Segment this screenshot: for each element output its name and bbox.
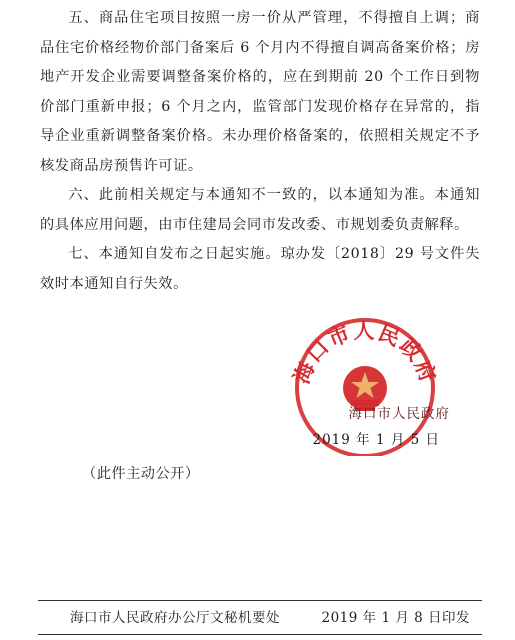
issuing-organization: 海口市人民政府 bbox=[348, 406, 450, 422]
issue-date: 2019 年 1 月 5 日 bbox=[312, 432, 440, 448]
seal-text: 海口市人民政府 bbox=[288, 318, 442, 388]
footer-issuer: 海口市人民政府办公厅文秘机要处 bbox=[70, 610, 280, 626]
document-body bbox=[40, 4, 480, 299]
signature-block bbox=[300, 402, 450, 448]
footer bbox=[70, 606, 470, 626]
paragraph-item-6: 六、此前相关规定与本通知不一致的，以本通知为准。本通知的具体应用问题，由市住建局会同市发改委、市规划委负责解释。 bbox=[40, 187, 480, 233]
public-disclosure-note: （此件主动公开） bbox=[82, 466, 200, 482]
paragraph-item-5: 五、商品住宅项目按照一房一价从严管理，不得擅自上调；商品住宅价格经物价部门备案后 6 个月内不得擅自调高备案价格；房地产开发企业需要调整备案价格的，应在到期前 20 个工作日到物价部门重新申报；6 个月之内，监管部门发现价格存在异常的，指导企业重新调整备案价格。未办理价格备案的，依照相关规定不予核发商品房预售许可证。 bbox=[40, 10, 480, 174]
paragraph-item-7: 七、本通知自发布之日起实施。琼办发〔2018〕29 号文件失效时本通知自行失效。 bbox=[40, 246, 480, 292]
footer-print-date: 2019 年 1 月 8 日印发 bbox=[321, 610, 470, 626]
footer-top-rule bbox=[38, 600, 482, 601]
footer-bottom-rule bbox=[38, 634, 482, 635]
